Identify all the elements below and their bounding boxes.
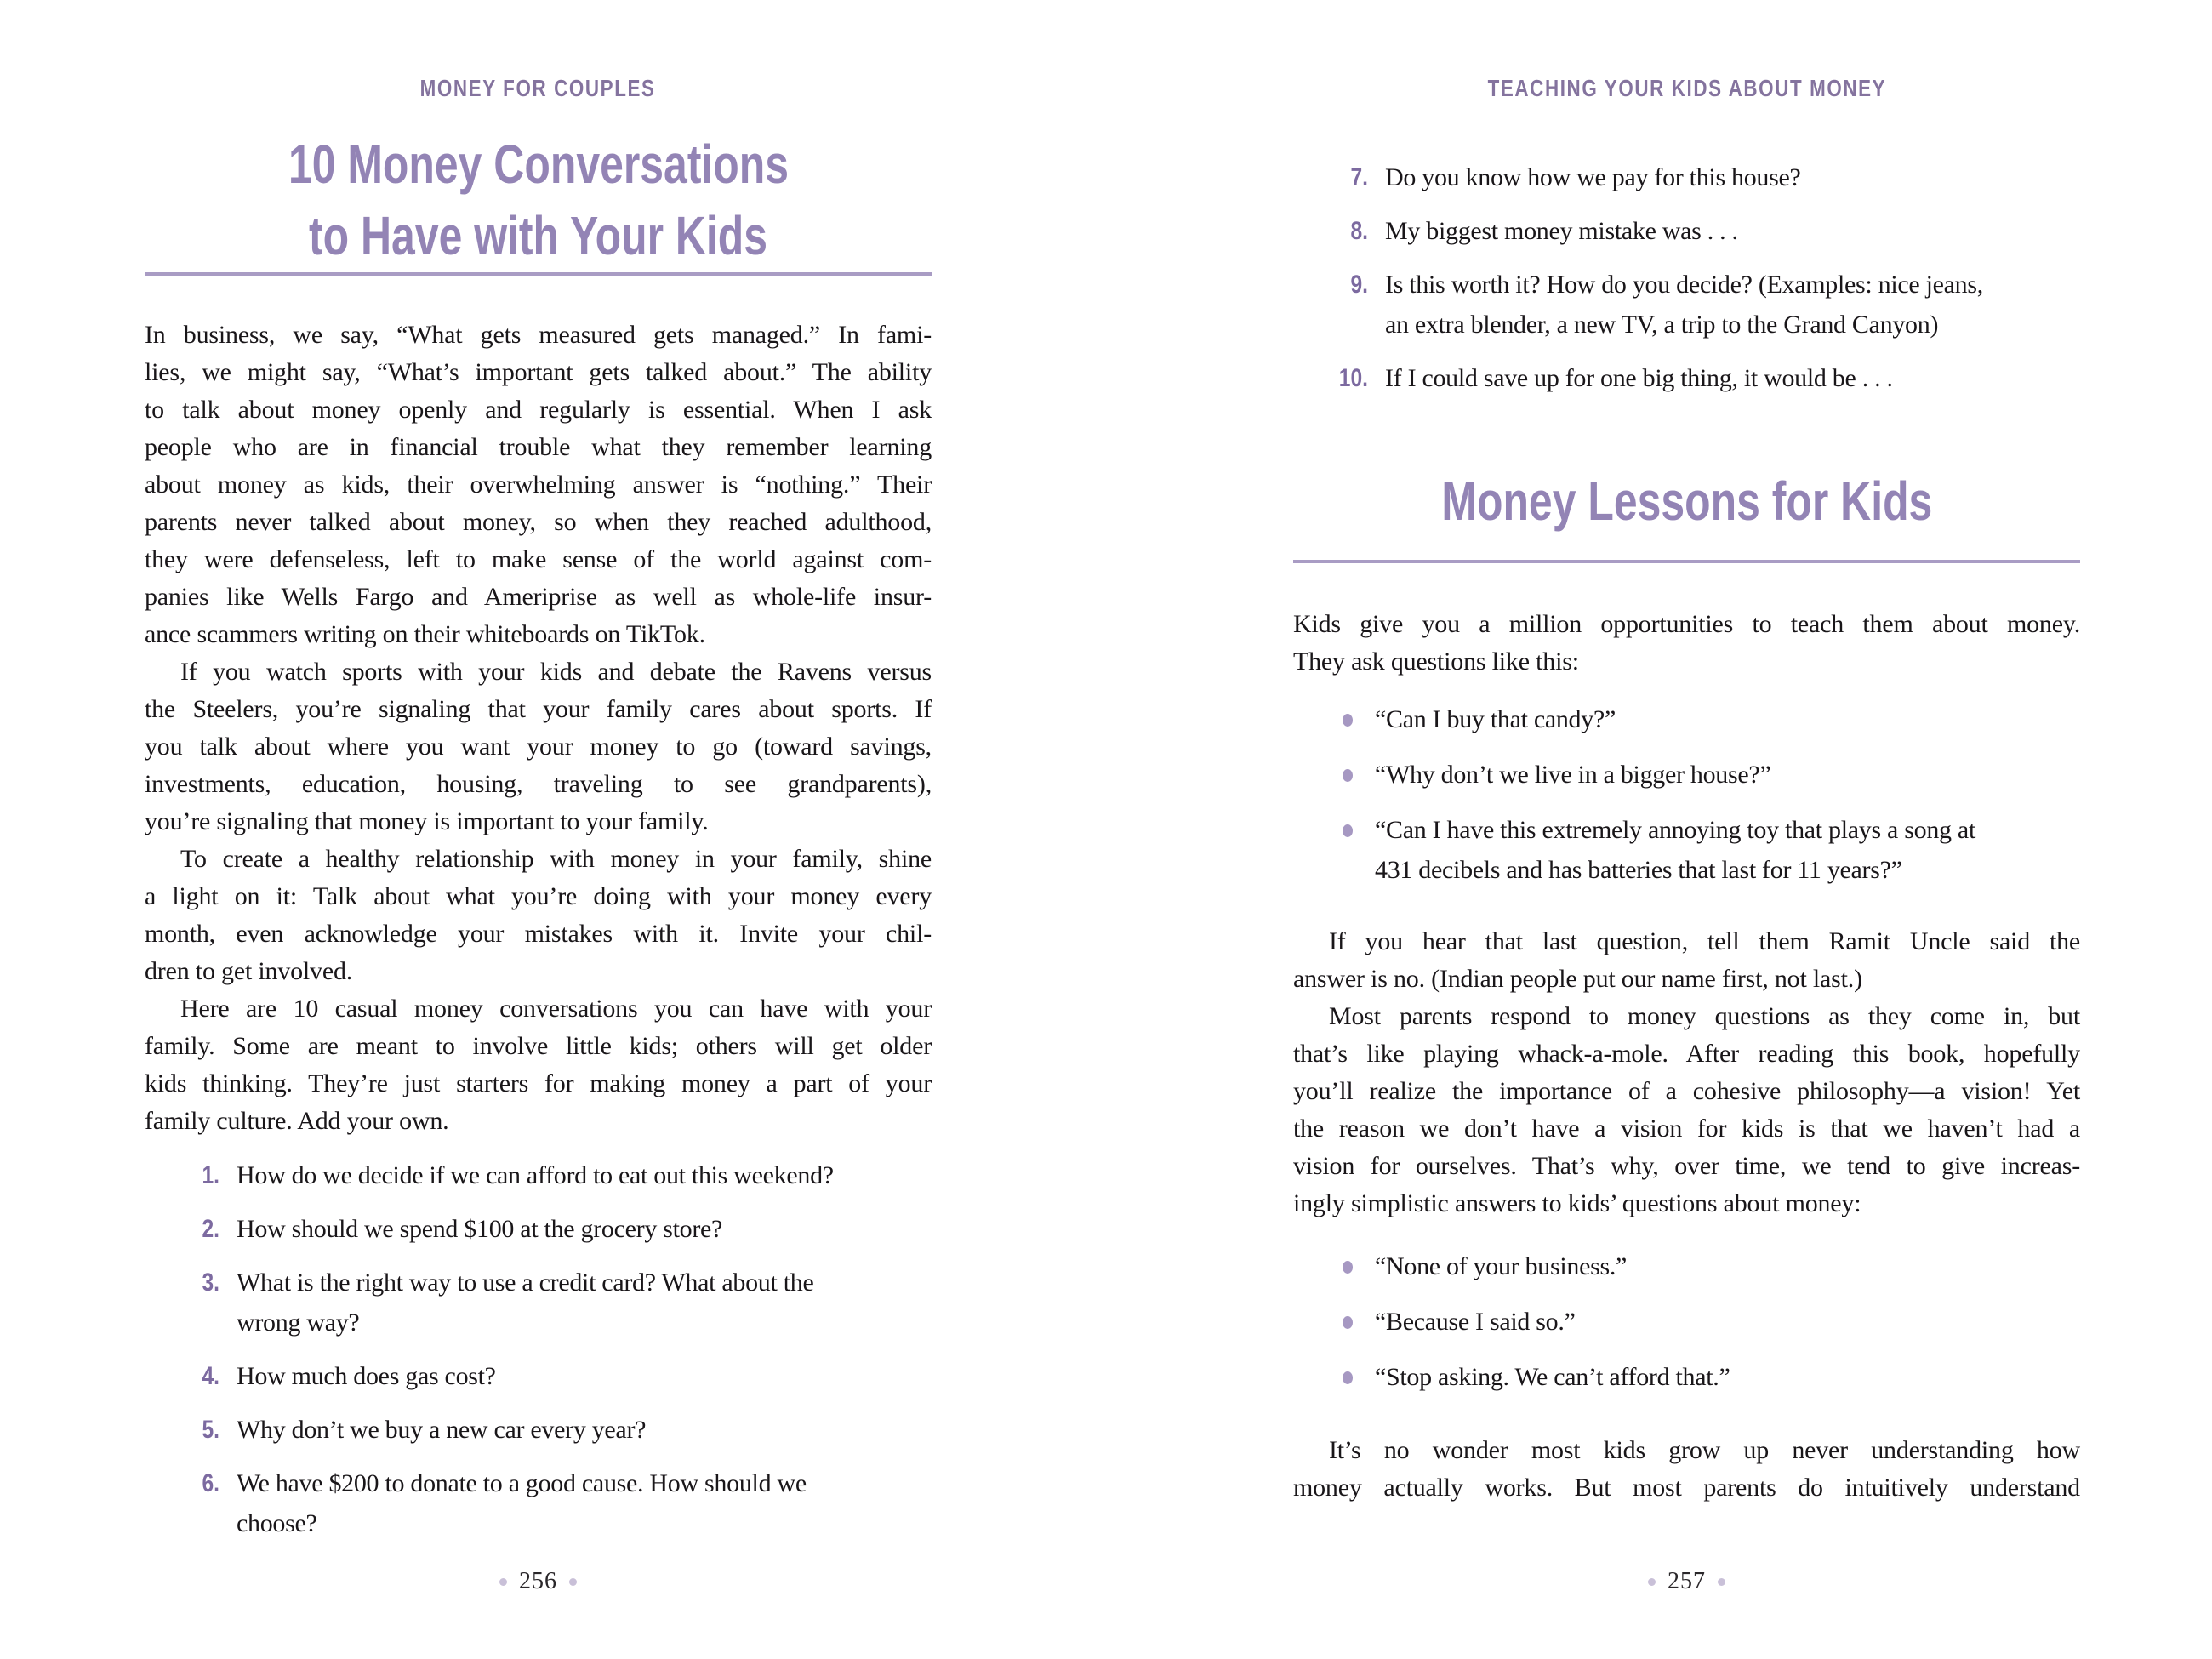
text-line: “None of your business.” — [1375, 1252, 1628, 1280]
text-line: If I could save up for one big thing, it would be . . . — [1385, 364, 1893, 392]
bullet-icon — [1343, 1371, 1353, 1384]
numbered-item — [1293, 358, 2080, 398]
paragraph — [145, 990, 932, 1140]
text-line: In business, we say, “What gets measured gets managed.” In fami- — [145, 321, 932, 349]
title-rule-right — [1293, 560, 2080, 563]
right-page — [1293, 0, 2080, 1659]
text-line: Why don’t we buy a new car every year? — [237, 1416, 647, 1444]
bullet-text — [1375, 810, 2080, 890]
text-line: to talk about money openly and regularly is essential. When I ask — [145, 396, 932, 424]
text-line: wrong way? — [237, 1308, 360, 1337]
text-line: vision for ourselves. That’s why, over time, we tend to give increas- — [1293, 1152, 2080, 1180]
body-text-left — [145, 316, 932, 1140]
text-line: They ask questions like this: — [1293, 647, 1579, 676]
numbered-list-7-10 — [1293, 157, 2080, 412]
item-text — [237, 1263, 932, 1343]
numbered-list-1-6 — [145, 1155, 932, 1557]
text-line: Is this worth it? How do you decide? (Examples: nice jeans, — [1385, 271, 1983, 299]
closing-text — [1293, 1432, 2080, 1507]
item-number: 7. — [1350, 163, 1368, 191]
item-number: 4. — [202, 1362, 219, 1390]
text-line: My biggest money mistake was . . . — [1385, 217, 1738, 245]
text-line: What is the right way to use a credit card? What about the — [237, 1268, 814, 1297]
item-number: 3. — [202, 1268, 219, 1297]
paragraph — [145, 653, 932, 841]
item-number: 8. — [1350, 217, 1368, 245]
body-text-right — [1293, 923, 2080, 1223]
section-title — [1293, 470, 2080, 544]
text-line: month, even acknowledge your mistakes with it. Invite your chil- — [145, 920, 932, 948]
bullet-icon — [1343, 824, 1353, 837]
text-line: We have $200 to donate to a good cause. How should we — [237, 1469, 807, 1497]
running-head-text: TEACHING YOUR KIDS ABOUT MONEY — [1487, 75, 1886, 101]
text-line: people who are in financial trouble what they remember learning — [145, 433, 932, 461]
bullet-icon — [1343, 769, 1353, 782]
item-text — [237, 1155, 932, 1195]
bullet-text — [1375, 1302, 2080, 1342]
item-text — [237, 1356, 932, 1396]
text-line: investments, education, housing, traveling to see grandparents), — [145, 770, 932, 798]
chapter-title — [145, 136, 932, 279]
bullet-item — [1293, 699, 2080, 739]
text-line: they were defenseless, left to make sense of the world against com- — [145, 545, 932, 573]
text-line: a light on it: Talk about what you’re doing with your money every — [145, 882, 932, 910]
text-line: “Can I buy that candy?” — [1375, 705, 1616, 733]
numbered-item — [145, 1155, 932, 1195]
text-line: you talk about where you want your money to go (toward savings, — [145, 733, 932, 761]
running-head-text: MONEY FOR COUPLES — [420, 75, 656, 101]
text-line: answer is no. (Indian people put our name first, not last.) — [1293, 965, 1862, 993]
footer-dot-icon — [1718, 1578, 1725, 1586]
paragraph — [145, 316, 932, 653]
bullet-text — [1375, 699, 2080, 739]
text-line: family. Some are meant to involve little kids; others will get older — [145, 1032, 932, 1060]
paragraph — [1293, 998, 2080, 1223]
chapter-title-line-1: 10 Money Conversations — [288, 134, 789, 195]
text-line: choose? — [237, 1509, 317, 1537]
text-line: “Can I have this extremely annoying toy that plays a song at — [1375, 816, 1975, 844]
bullet-text — [1375, 1246, 2080, 1286]
bullet-text — [1375, 1357, 2080, 1397]
page-number: 257 — [1668, 1568, 1706, 1594]
left-page — [145, 0, 932, 1659]
bullet-text — [1375, 755, 2080, 795]
text-line: lies, we might say, “What’s important gets talked about.” The ability — [145, 358, 932, 386]
page-footer-left — [145, 1570, 932, 1593]
text-line: To create a healthy relationship with money in your family, shine — [180, 845, 932, 873]
text-line: If you watch sports with your kids and debate the Ravens versus — [180, 658, 932, 686]
item-text — [1385, 265, 2080, 345]
text-line: that’s like playing whack-a-mole. After reading this book, hopefully — [1293, 1040, 2080, 1068]
text-line: Do you know how we pay for this house? — [1385, 163, 1801, 191]
item-number: 10. — [1338, 364, 1368, 392]
text-line: ingly simplistic answers to kids’ questions about money: — [1293, 1189, 1861, 1217]
numbered-item — [1293, 265, 2080, 345]
page-number: 256 — [519, 1568, 557, 1594]
item-number: 9. — [1350, 271, 1368, 299]
text-line: family culture. Add your own. — [145, 1107, 449, 1135]
text-line: How do we decide if we can afford to eat out this weekend? — [237, 1161, 834, 1189]
text-line: Here are 10 casual money conversations you can have with your — [180, 995, 932, 1023]
text-line: money actually works. But most parents do intuitively understand — [1293, 1474, 2080, 1502]
bullet-icon — [1343, 714, 1353, 727]
page-footer-right — [1293, 1570, 2080, 1593]
text-line: “Because I said so.” — [1375, 1308, 1576, 1336]
parent-answers-bullets — [1293, 1246, 2080, 1412]
bullet-item — [1293, 1246, 2080, 1286]
section-title-text: Money Lessons for Kids — [1441, 470, 1932, 532]
item-number: 1. — [202, 1161, 219, 1189]
kids-questions-bullets — [1293, 699, 2080, 905]
text-line: How much does gas cost? — [237, 1362, 496, 1390]
item-text — [237, 1410, 932, 1450]
bullet-item — [1293, 1302, 2080, 1342]
text-line: you’ll realize the importance of a cohesive philosophy—a vision! Yet — [1293, 1077, 2080, 1105]
text-line: parents never talked about money, so when they reached adulthood, — [145, 508, 932, 536]
chapter-title-line-2: to Have with Your Kids — [308, 205, 768, 266]
bullet-item — [1293, 810, 2080, 890]
text-line: dren to get involved. — [145, 957, 353, 985]
numbered-item — [145, 1356, 932, 1396]
item-text — [1385, 358, 2080, 398]
item-number: 6. — [202, 1469, 219, 1497]
numbered-item — [1293, 211, 2080, 251]
text-line: It’s no wonder most kids grow up never understanding how — [1329, 1436, 2080, 1464]
footer-dot-icon — [1648, 1578, 1656, 1586]
item-text — [1385, 211, 2080, 251]
text-line: If you hear that last question, tell them Ramit Uncle said the — [1329, 927, 2080, 955]
bullet-icon — [1343, 1316, 1353, 1329]
item-text — [237, 1209, 932, 1249]
text-line: the Steelers, you’re signaling that your family cares about sports. If — [145, 695, 932, 723]
title-rule-left — [145, 272, 932, 276]
paragraph — [1293, 606, 2080, 681]
text-line: panies like Wells Fargo and Ameriprise as well as whole-life insur- — [145, 583, 932, 611]
bullet-item — [1293, 755, 2080, 795]
footer-dot-icon — [569, 1578, 577, 1586]
text-line: 431 decibels and has batteries that last for 11 years?” — [1375, 856, 1902, 884]
text-line: the reason we don’t have a vision for kids is that we haven’t had a — [1293, 1115, 2080, 1143]
text-line: about money as kids, their overwhelming answer is “nothing.” Their — [145, 470, 932, 499]
text-line: “Why don’t we live in a bigger house?” — [1375, 761, 1771, 789]
running-head-right — [1293, 75, 2080, 102]
text-line: ance scammers writing on their whiteboards on TikTok. — [145, 620, 705, 648]
running-head-left — [145, 75, 932, 102]
item-text — [237, 1463, 932, 1543]
text-line: “Stop asking. We can’t afford that.” — [1375, 1363, 1730, 1391]
numbered-item — [145, 1463, 932, 1543]
numbered-item — [145, 1209, 932, 1249]
numbered-item — [145, 1263, 932, 1343]
item-number: 5. — [202, 1416, 219, 1444]
text-line: an extra blender, a new TV, a trip to the Grand Canyon) — [1385, 311, 1939, 339]
item-text — [1385, 157, 2080, 197]
paragraph — [145, 841, 932, 990]
text-line: Kids give you a million opportunities to teach them about money. — [1293, 610, 2080, 638]
paragraph — [1293, 923, 2080, 998]
numbered-item — [1293, 157, 2080, 197]
text-line: you’re signaling that money is important to your family. — [145, 807, 709, 835]
paragraph — [1293, 1432, 2080, 1507]
text-line: Most parents respond to money questions as they come in, but — [1329, 1002, 2080, 1030]
intro-text — [1293, 606, 2080, 681]
footer-dot-icon — [499, 1578, 507, 1586]
text-line: How should we spend $100 at the grocery store? — [237, 1215, 723, 1243]
bullet-item — [1293, 1357, 2080, 1397]
text-line: kids thinking. They’re just starters for making money a part of your — [145, 1069, 932, 1097]
bullet-icon — [1343, 1261, 1353, 1274]
numbered-item — [145, 1410, 932, 1450]
item-number: 2. — [202, 1215, 219, 1243]
